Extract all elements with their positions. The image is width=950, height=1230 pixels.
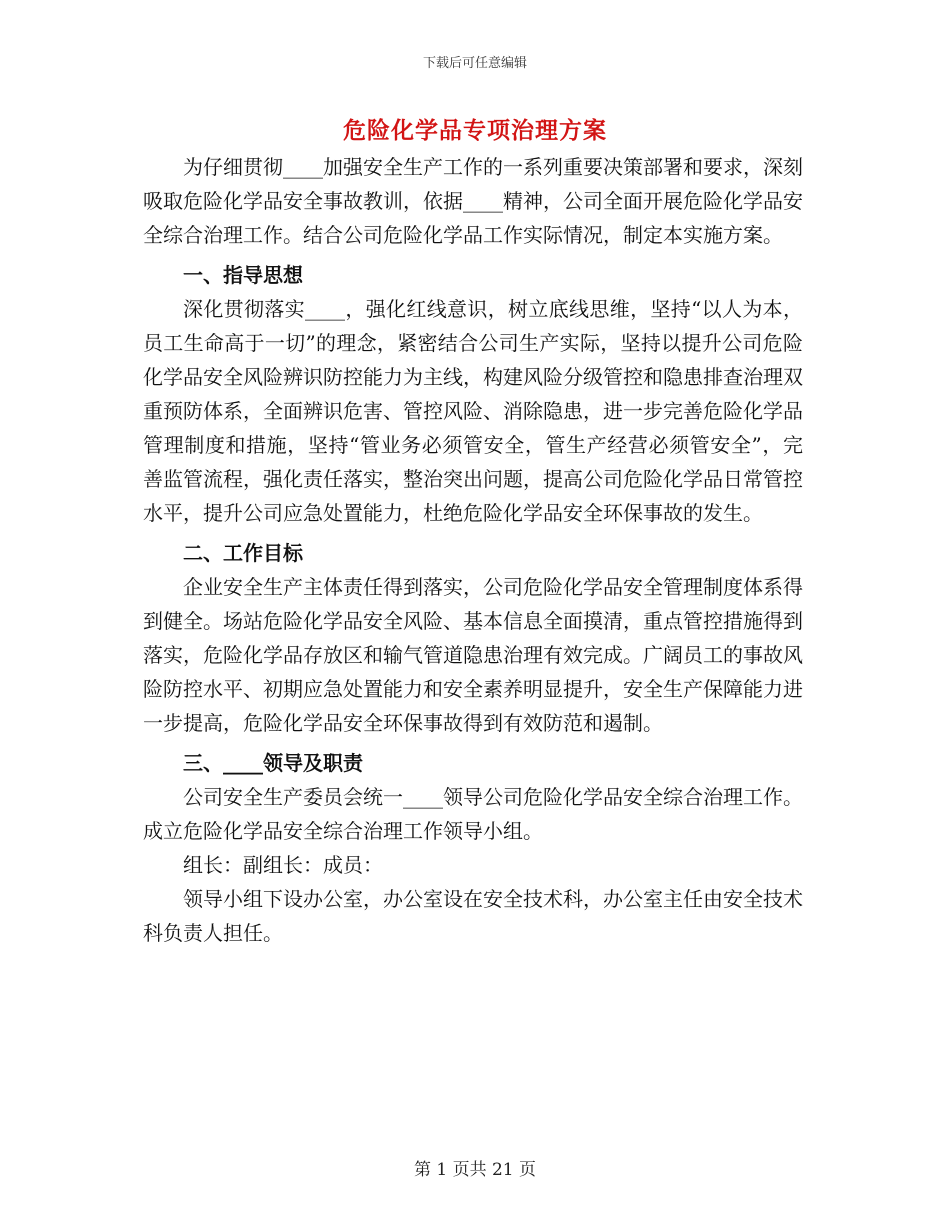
document-body bbox=[143, 150, 803, 950]
section-3-paragraph-2: 组长：副组长：成员： bbox=[183, 853, 383, 877]
section-heading-3: 三、____领导及职责 bbox=[183, 751, 363, 775]
section-heading-1: 一、指导思想 bbox=[183, 263, 303, 287]
section-heading-2: 二、工作目标 bbox=[183, 541, 303, 565]
page-footer: 第 1 页共 21 页 bbox=[413, 1160, 537, 1180]
section-3-paragraph-1: 公司安全生产委员会统一____领导公司危险化学品安全综合治理工作。成立危险化学品安全综合治理工作领导小组。 bbox=[143, 785, 803, 843]
document-title: 危险化学品专项治理方案 bbox=[343, 117, 607, 144]
section-2-paragraph: 企业安全生产主体责任得到落实，公司危险化学品安全管理制度体系得到健全。场站危险化学品安全风险、基本信息全面摸清，重点管控措施得到落实，危险化学品存放区和输气管道隐患治理有效完成。广阔员工的事故风险防控水平、初期应急处置能力和安全素养明显提升，安全生产保障能力进一步提高，危险化学品安全环保事故得到有效防范和遏制。 bbox=[143, 575, 803, 735]
section-1-paragraph: 深化贯彻落实____，强化红线意识，树立底线思维，坚持“以人为本，员工生命高于一切”的理念，紧密结合公司生产实际，坚持以提升公司危险化学品安全风险辨识防控能力为主线，构建风险分级管控和隐患排查治理双重预防体系，全面辨识危害、管控风险、消除隐患，进一步完善危险化学品管理制度和措施，坚持“管业务必须管安全，管生产经营必须管安全”，完善监管流程，强化责任落实，整治突出问题，提高公司危险化学品日常管控水平，提升公司应急处置能力，杜绝危险化学品安全环保事故的发生。 bbox=[143, 297, 803, 525]
section-3-paragraph-3: 领导小组下设办公室，办公室设在安全技术科，办公室主任由安全技术科负责人担任。 bbox=[143, 887, 803, 945]
header-note: 下载后可任意编辑 bbox=[422, 56, 527, 71]
intro-paragraph: 为仔细贯彻____加强安全生产工作的一系列重要决策部署和要求，深刻吸取危险化学品安全事故教训，依据____精神，公司全面开展危险化学品安全综合治理工作。结合公司危险化学品工作实际情况，制定本实施方案。 bbox=[143, 155, 803, 247]
